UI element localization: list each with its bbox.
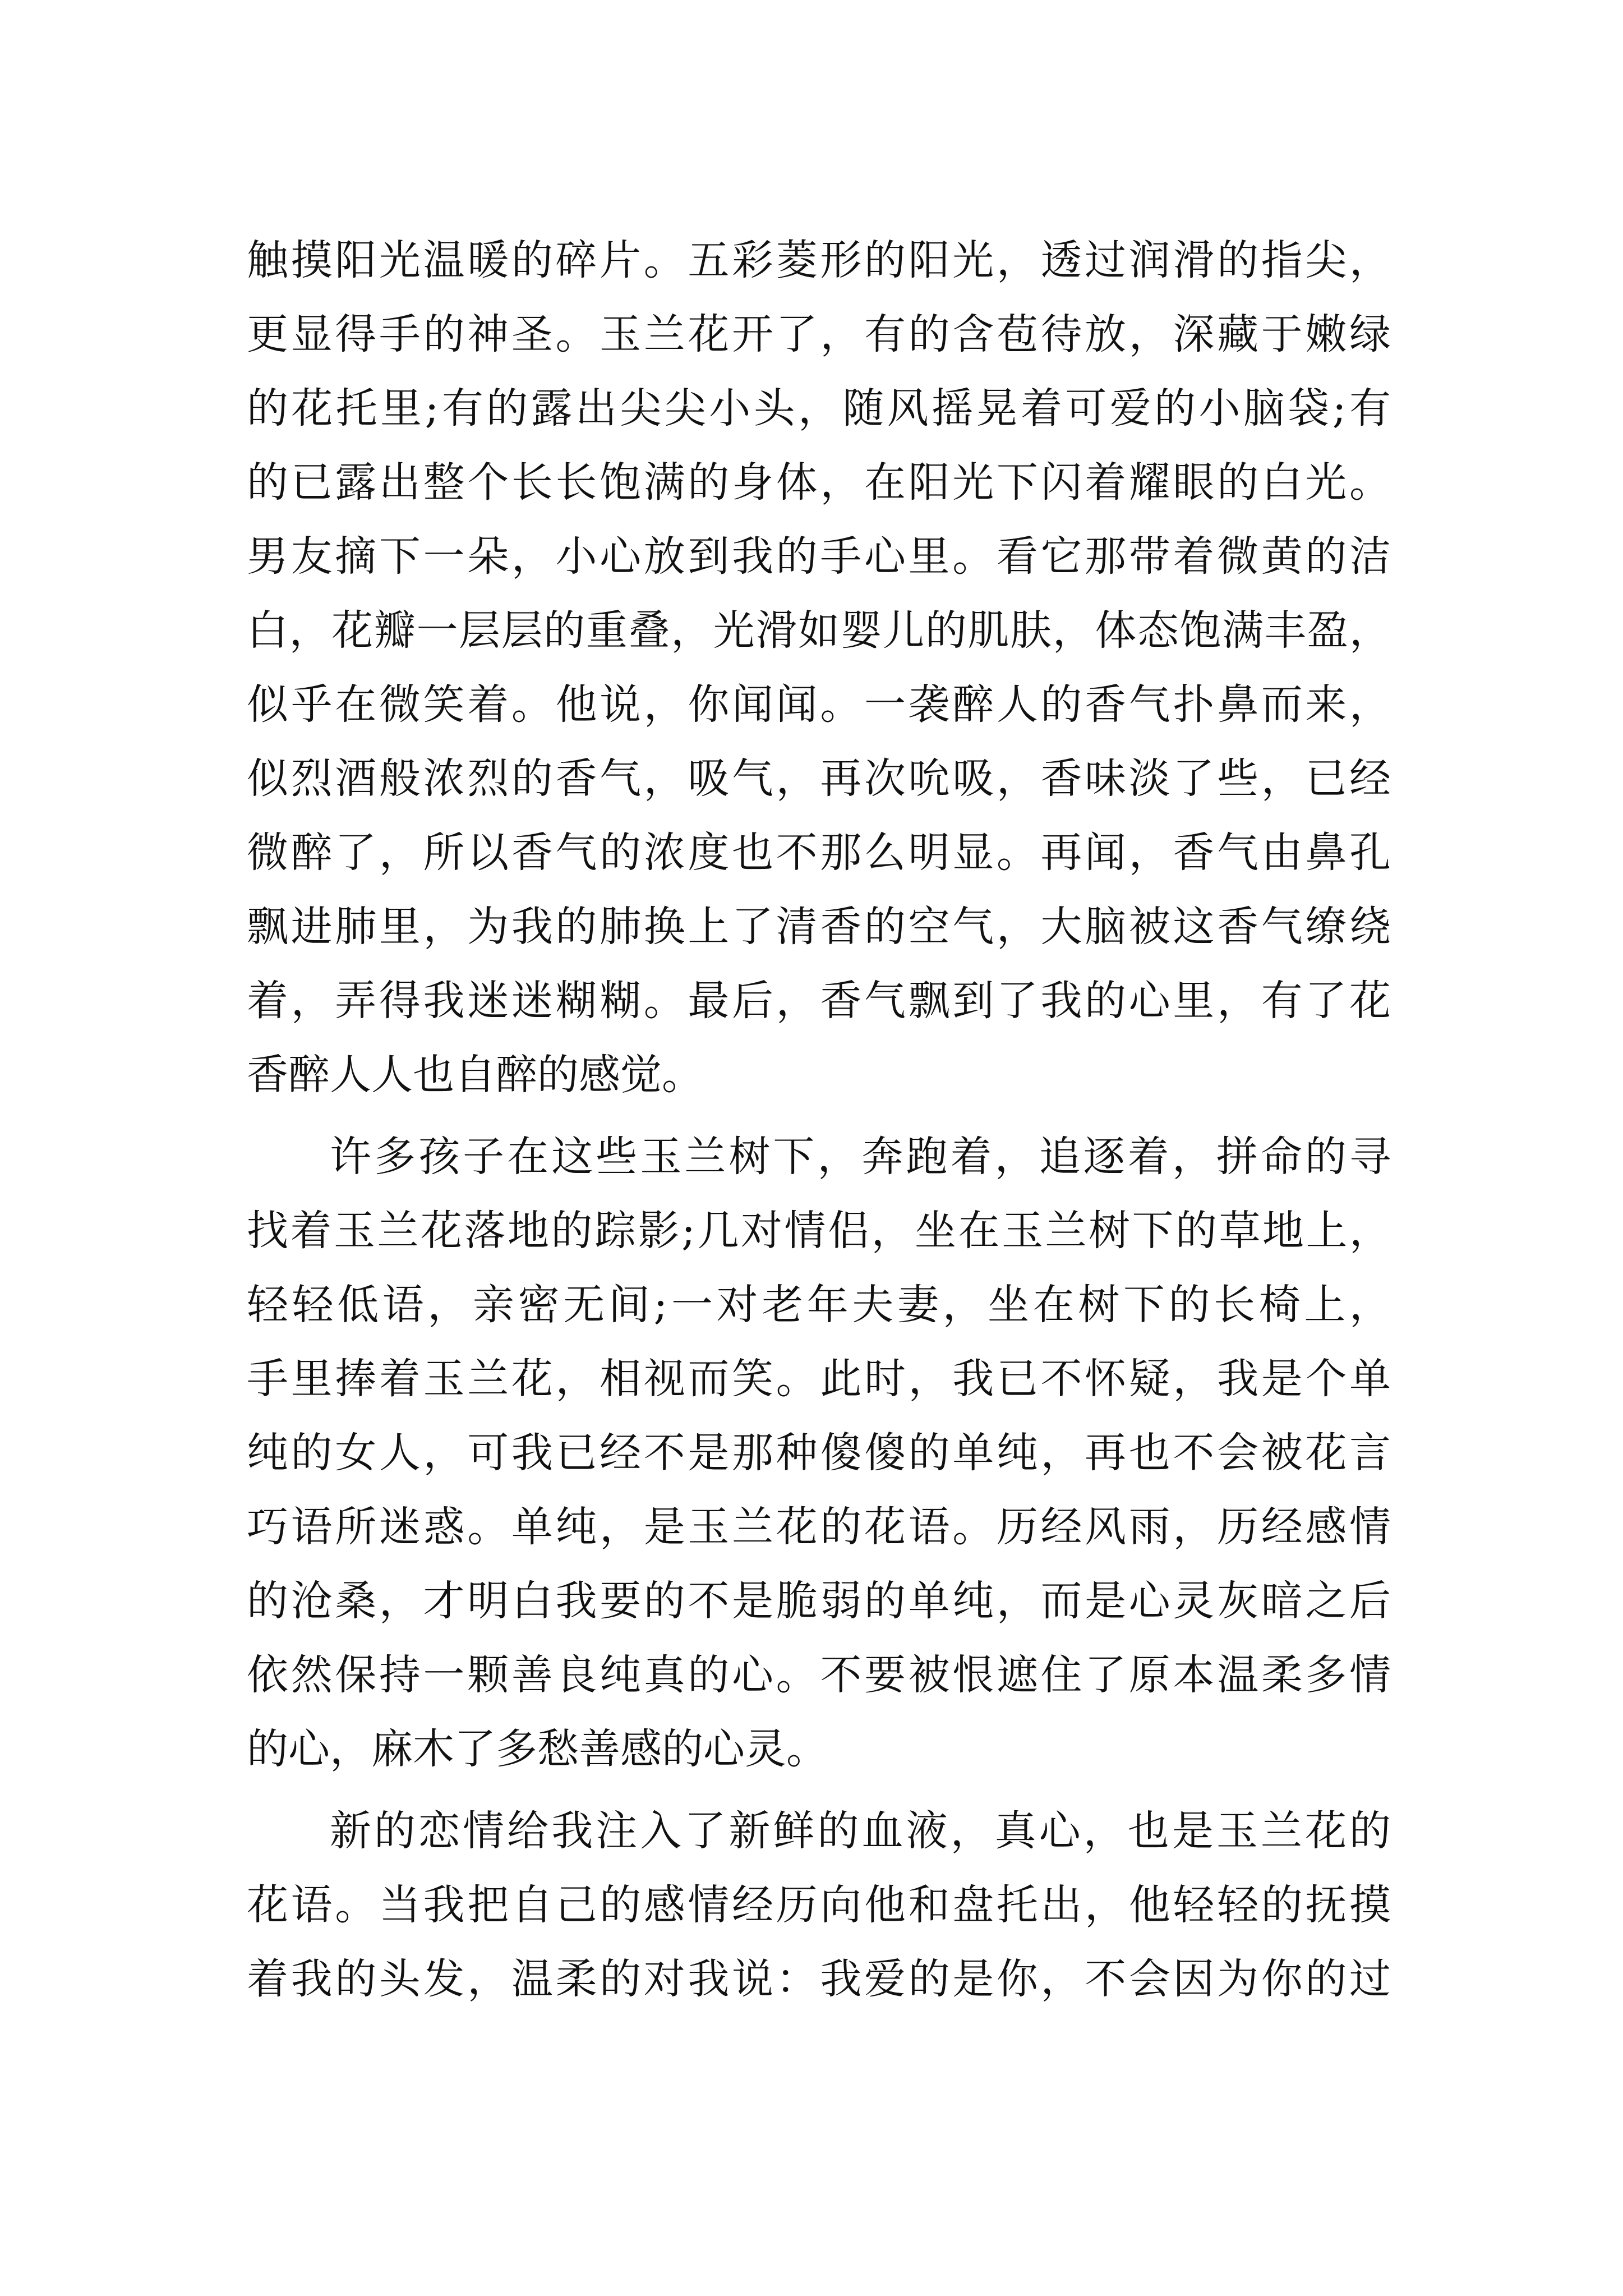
text-line: 依然保持一颗善良纯真的心。不要被恨遮住了原本温柔多情	[247, 1651, 1391, 1699]
text-line: 微醉了，所以香气的浓度也不那么明显。再闻，香气由鼻孔	[247, 829, 1391, 877]
text-line: 更显得手的神圣。玉兰花开了，有的含苞待放，深藏于嫩绿	[247, 310, 1391, 358]
text-line: 男友摘下一朵，小心放到我的手心里。看它那带着微黄的洁	[247, 532, 1391, 581]
paragraph	[247, 1120, 1391, 1786]
text-line: 许多孩子在这些玉兰树下，奔跑着，追逐着，拼命的寻	[330, 1133, 1391, 1181]
text-line: 巧语所迷惑。单纯，是玉兰花的花语。历经风雨，历经感情	[247, 1503, 1391, 1551]
text-line: 的花托里;有的露出尖尖小头，随风摇晃着可爱的小脑袋;有	[247, 384, 1391, 432]
text-line: 纯的女人，可我已经不是那种傻傻的单纯，再也不会被花言	[247, 1429, 1391, 1477]
paragraph-gap	[247, 1786, 1391, 1794]
text-line: 着我的头发，温柔的对我说：我爱的是你，不会因为你的过	[247, 1955, 1391, 2003]
text-line: 花语。当我把自己的感情经历向他和盘托出，他轻轻的抚摸	[247, 1881, 1391, 1929]
text-line: 白，花瓣一层层的重叠，光滑如婴儿的肌肤，体态饱满丰盈，	[247, 606, 1391, 655]
text-line: 的心，麻木了多愁善感的心灵。	[247, 1725, 828, 1773]
text-line: 手里捧着玉兰花，相视而笑。此时，我已不怀疑，我是个单	[247, 1355, 1391, 1403]
text-line: 飘进肺里，为我的肺换上了清香的空气，大脑被这香气缭绕	[247, 903, 1391, 951]
paragraph	[247, 1794, 1391, 2016]
text-line: 新的恋情给我注入了新鲜的血液，真心，也是玉兰花的	[330, 1807, 1391, 1855]
text-line: 似乎在微笑着。他说，你闻闻。一袭醉人的香气扑鼻而来，	[247, 680, 1391, 729]
text-line: 找着玉兰花落地的踪影;几对情侣，坐在玉兰树下的草地上，	[247, 1207, 1391, 1255]
text-line: 的已露出整个长长饱满的身体，在阳光下闪着耀眼的白光。	[247, 458, 1391, 507]
body-text	[247, 223, 1391, 2016]
text-line: 香醉人人也自醉的感觉。	[247, 1051, 703, 1099]
text-line: 轻轻低语，亲密无间;一对老年夫妻，坐在树下的长椅上，	[247, 1281, 1391, 1329]
paragraph	[247, 223, 1391, 1112]
text-line: 似烈酒般浓烈的香气，吸气，再次吮吸，香味淡了些，已经	[247, 754, 1391, 803]
text-line: 触摸阳光温暖的碎片。五彩菱形的阳光，透过润滑的指尖，	[247, 236, 1391, 284]
text-line: 着，弄得我迷迷糊糊。最后，香气飘到了我的心里，有了花	[247, 977, 1391, 1025]
paragraph-gap	[247, 1112, 1391, 1120]
text-line: 的沧桑，才明白我要的不是脆弱的单纯，而是心灵灰暗之后	[247, 1577, 1391, 1625]
